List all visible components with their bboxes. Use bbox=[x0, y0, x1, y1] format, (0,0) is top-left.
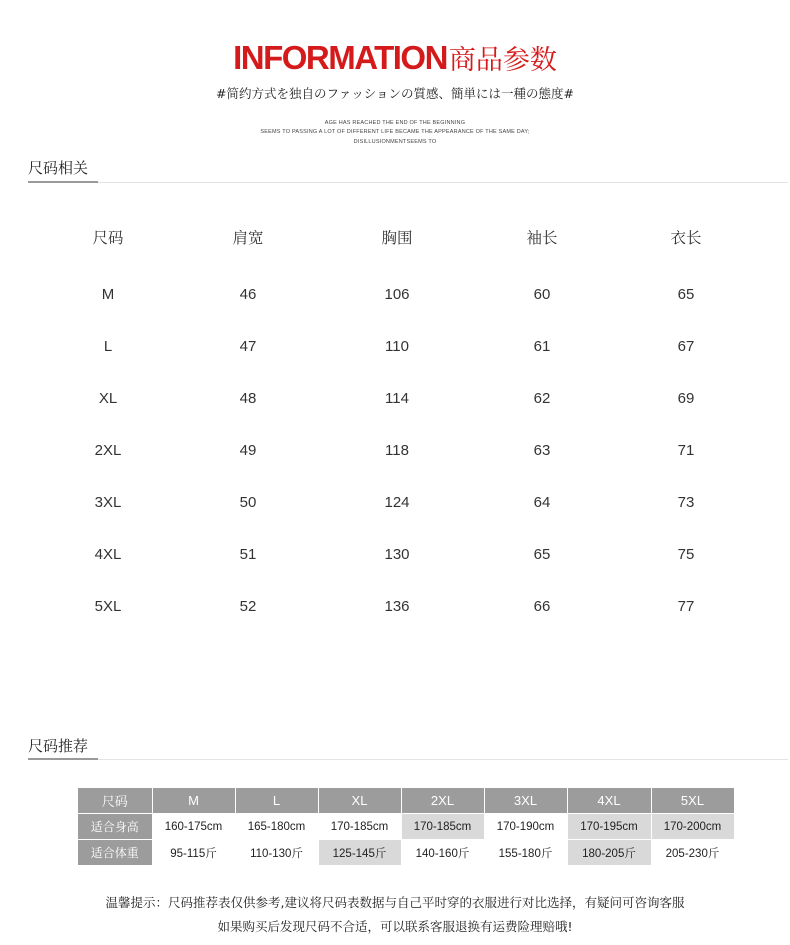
size-chart-header-cell: 胸围 bbox=[381, 229, 413, 247]
recommend-header-cell: 5XL bbox=[651, 788, 734, 814]
size-chart-cell: 73 bbox=[677, 494, 695, 511]
size-chart-row bbox=[0, 390, 790, 410]
size-chart-cell: 46 bbox=[239, 286, 257, 303]
recommend-header-row bbox=[78, 788, 734, 814]
size-chart-section-accent bbox=[28, 181, 98, 183]
size-chart-cell: 66 bbox=[533, 598, 551, 615]
hero-small-line-2: SEEMS TO PASSING A LOT OF DIFFERENT LIFE BECAME THE APPEARANCE OF THE SAME DAY; bbox=[260, 129, 530, 135]
size-chart-header-cell: 衣长 bbox=[670, 229, 702, 247]
size-chart-row bbox=[0, 598, 790, 618]
recommend-height-cell: 170-185cm bbox=[318, 814, 401, 840]
size-chart-cell: 5XL bbox=[94, 598, 122, 615]
size-chart-header bbox=[0, 226, 790, 246]
size-chart-cell: 106 bbox=[384, 286, 410, 303]
size-chart-cell: 69 bbox=[677, 390, 695, 407]
recommend-weight-cell: 95-115斤 bbox=[152, 840, 235, 866]
recommend-height-label: 适合身高 bbox=[78, 814, 152, 840]
hero-title-cn: 商品参数 bbox=[448, 45, 557, 76]
size-chart-row bbox=[0, 494, 790, 514]
recommend-weight-row bbox=[78, 840, 734, 866]
size-chart-header-cell: 袖长 bbox=[526, 229, 558, 247]
size-chart-row bbox=[0, 442, 790, 462]
recommend-weight-label: 适合体重 bbox=[78, 840, 152, 866]
recommend-header-cell: 4XL bbox=[567, 788, 651, 814]
size-chart-cell: 63 bbox=[533, 442, 551, 459]
size-chart-cell: 47 bbox=[239, 338, 257, 355]
recommend-section-accent bbox=[28, 758, 98, 760]
size-chart-cell: 114 bbox=[385, 390, 409, 407]
hero-title bbox=[0, 38, 790, 77]
size-chart-cell: 49 bbox=[239, 442, 257, 459]
size-chart-cell: 48 bbox=[239, 390, 257, 407]
recommend-height-row bbox=[78, 814, 734, 840]
size-chart-cell: 110 bbox=[385, 338, 409, 355]
size-chart-cell: 2XL bbox=[94, 442, 122, 459]
size-chart-section-divider bbox=[28, 182, 788, 183]
size-chart-section-title: 尺码相关 bbox=[28, 159, 89, 177]
size-tip-line-2: 如果购买后发现尺码不合适，可以联系客服退换有运费险理赔哦! bbox=[217, 919, 573, 934]
size-chart-cell: 124 bbox=[384, 494, 410, 511]
recommend-section-divider bbox=[28, 759, 788, 760]
size-chart-cell: 77 bbox=[677, 598, 695, 615]
recommend-height-cell: 170-195cm bbox=[567, 814, 651, 840]
size-chart-row bbox=[0, 286, 790, 306]
recommend-height-cell: 165-180cm bbox=[235, 814, 318, 840]
size-chart-cell: 61 bbox=[533, 338, 551, 355]
hero-subtitle: #简约方式を独自のファッションの質感、簡単には一種の態度# bbox=[216, 86, 574, 101]
recommend-header-cell: 3XL bbox=[484, 788, 567, 814]
size-chart-cell: 3XL bbox=[94, 494, 122, 511]
size-chart-cell: 64 bbox=[533, 494, 551, 511]
hero-small-line-1: AGE HAS REACHED THE END OF THE BEGINNING bbox=[324, 120, 466, 126]
size-chart-cell: M bbox=[101, 286, 115, 303]
hero-title-en: INFORMATION bbox=[233, 39, 447, 76]
recommend-weight-cell: 125-145斤 bbox=[318, 840, 401, 866]
recommend-height-cell: 170-185cm bbox=[401, 814, 484, 840]
size-chart-cell: 136 bbox=[384, 598, 410, 615]
recommend-header-cell: 尺码 bbox=[78, 788, 152, 814]
size-chart-header-cell: 肩宽 bbox=[232, 229, 264, 247]
size-chart-cell: 130 bbox=[384, 546, 410, 563]
recommend-height-cell: 170-190cm bbox=[484, 814, 567, 840]
size-chart-cell: 60 bbox=[533, 286, 551, 303]
size-chart-row bbox=[0, 546, 790, 566]
size-chart-cell: 67 bbox=[677, 338, 695, 355]
size-chart-cell: 71 bbox=[677, 442, 695, 459]
size-tip-line-1: 温馨提示：尺码推荐表仅供参考,建议将尺码表数据与自己平时穿的衣服进行对比选择，有疑问可咨询客服 bbox=[105, 895, 685, 910]
size-chart-cell: 51 bbox=[239, 546, 257, 563]
size-chart-cell: 65 bbox=[677, 286, 695, 303]
size-chart-cell: L bbox=[103, 338, 113, 355]
recommend-header-cell: XL bbox=[318, 788, 401, 814]
size-chart-cell: 62 bbox=[533, 390, 551, 407]
recommend-weight-cell: 205-230斤 bbox=[651, 840, 734, 866]
size-chart-cell: 52 bbox=[239, 598, 257, 615]
hero-small-line-3: DISILLUSIONMENTSEEMS TO bbox=[353, 139, 437, 145]
size-chart-cell: 65 bbox=[533, 546, 551, 563]
size-chart-cell: 50 bbox=[239, 494, 257, 511]
size-chart-cell: 4XL bbox=[94, 546, 122, 563]
recommend-height-cell: 170-200cm bbox=[651, 814, 734, 840]
recommend-weight-cell: 180-205斤 bbox=[567, 840, 651, 866]
recommend-weight-cell: 110-130斤 bbox=[235, 840, 318, 866]
recommend-section-title: 尺码推荐 bbox=[28, 737, 89, 755]
recommend-weight-cell: 155-180斤 bbox=[484, 840, 567, 866]
recommend-header-cell: M bbox=[152, 788, 235, 814]
size-chart-row bbox=[0, 338, 790, 358]
size-recommendation-table bbox=[78, 788, 735, 866]
size-chart-cell: 75 bbox=[677, 546, 695, 563]
recommend-header-cell: L bbox=[235, 788, 318, 814]
recommend-header-cell: 2XL bbox=[401, 788, 484, 814]
recommend-height-cell: 160-175cm bbox=[152, 814, 235, 840]
size-chart-cell: 118 bbox=[385, 442, 409, 459]
size-chart-header-cell: 尺码 bbox=[92, 229, 124, 247]
recommend-weight-cell: 140-160斤 bbox=[401, 840, 484, 866]
size-chart-cell: XL bbox=[98, 390, 118, 407]
